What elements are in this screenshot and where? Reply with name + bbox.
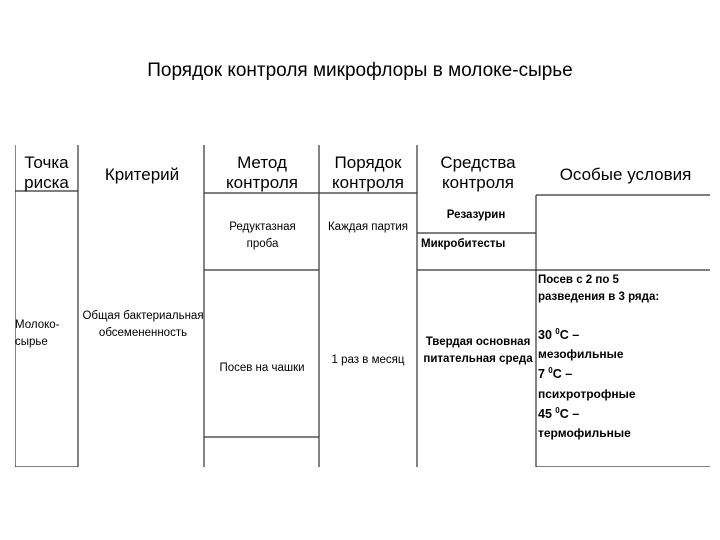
special-intro: Посев с 2 по 5 разведения в 3 ряда:	[538, 274, 660, 303]
cond3-value: 45	[538, 406, 552, 421]
header-criterion: Критерий	[104, 165, 180, 184]
cond1-value: 30	[538, 328, 552, 342]
page-title: Порядок контроля микрофлоры в молоке-сырье	[147, 60, 573, 81]
header-order: Порядок контроля	[332, 153, 404, 192]
cond1-label: мезофильные	[538, 347, 624, 362]
criterion-value: Общая бактериальная обсемененность	[82, 310, 204, 339]
header-special-conditions: Особые условия	[559, 165, 692, 184]
cond2-value: 7	[538, 367, 545, 382]
means-resazurin: Резазурин	[446, 209, 506, 221]
cond3-unit: С –	[559, 406, 580, 421]
method-reductase: Редуктазная проба	[229, 221, 296, 250]
risk-point-value: Молоко-сырье	[15, 319, 60, 348]
order-each-batch: Каждая партия	[327, 221, 408, 233]
microflora-control-table	[15, 145, 710, 467]
cond3-label: термофильные	[538, 425, 631, 440]
degree-sign: 0	[555, 327, 560, 336]
header-means: Средства контроля	[440, 153, 516, 192]
condition-thermophilic	[538, 404, 708, 424]
means-solid-medium: Твердая основная питательная среда	[423, 336, 533, 365]
condition-psychrotrophic	[538, 364, 708, 384]
cond2-unit: С –	[552, 367, 573, 382]
means-microbiotests: Микробитесты	[421, 238, 506, 250]
header-method: Метод контроля	[226, 153, 298, 192]
cond1-unit: С –	[559, 328, 580, 342]
degree-sign: 0	[548, 366, 553, 376]
special-conditions-list	[538, 325, 708, 443]
method-plating: Посев на чашки	[219, 362, 305, 374]
cond2-label: психротрофные	[538, 386, 636, 401]
header-risk-point: Точка риска	[24, 153, 69, 192]
order-monthly: 1 раз в месяц	[331, 354, 405, 366]
degree-sign: 0	[555, 405, 560, 415]
condition-mesophilic	[538, 325, 708, 345]
